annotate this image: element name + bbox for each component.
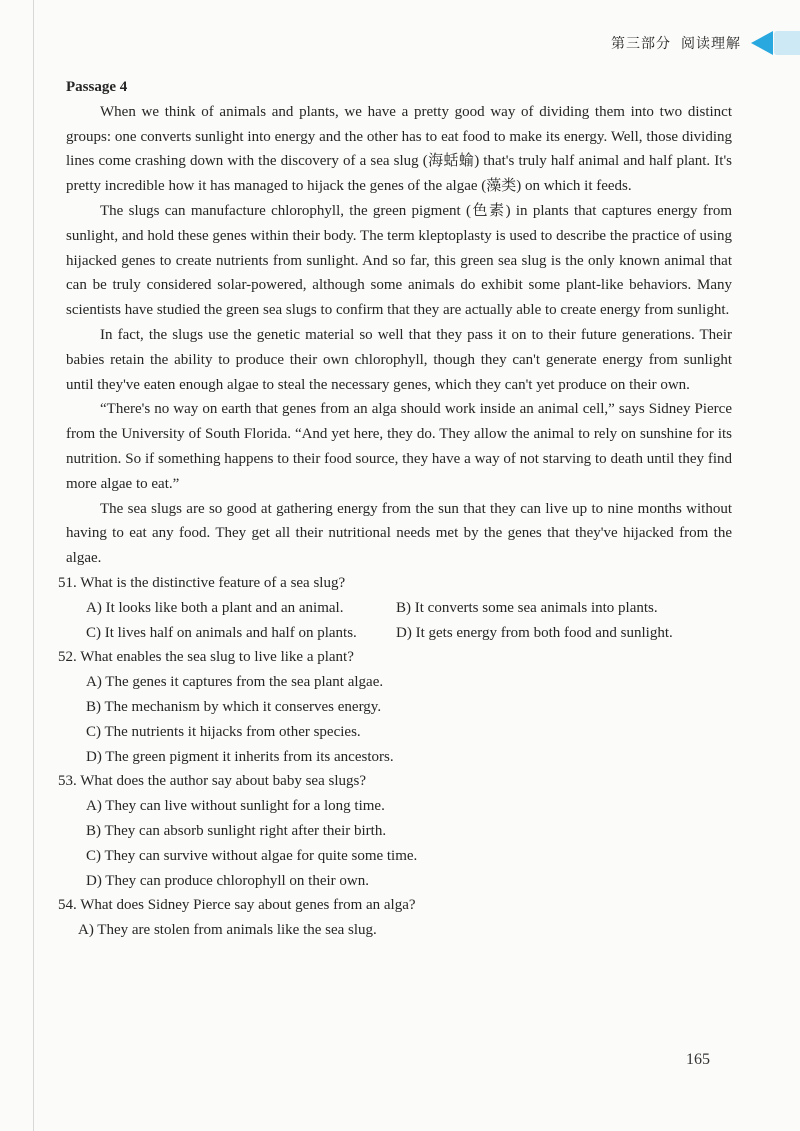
header-arrow-icon xyxy=(751,31,773,55)
option-51-b: B) It converts some sea animals into plants. xyxy=(396,599,658,616)
question-52: 52. What enables the sea slug to live like a plant? xyxy=(58,649,354,666)
passage-paragraph-1: When we think of animals and plants, we have a pretty good way of dividing them into two distinct groups: one converts sunlight into energy and the other has to eat food to make its energy. Well, those dividing lines come crashing down with the discovery of a sea slug (海蛞蝓) that's truly half animal and half plant. It's pretty incredible how it has managed to hijack the genes of the algae (藻类) on which it feeds. xyxy=(66,103,732,195)
header-tab-block xyxy=(774,31,800,55)
page-number: 165 xyxy=(686,1051,710,1068)
option-53-a: A) They can live without sunlight for a long time. xyxy=(86,798,385,815)
question-54: 54. What does Sidney Pierce say about genes from an alga? xyxy=(58,897,416,914)
page-content xyxy=(58,75,732,943)
question-51-options-row-2 xyxy=(66,621,732,646)
passage-paragraph-3: In fact, the slugs use the genetic material so well that they pass it on to their future generations. Their babies retain the ability to produce their own chlorophyll, though they can't generate energy from sunlight until they've eaten enough algae to steal the necessary genes, which they can't yet produce on their own. xyxy=(66,326,732,393)
passage-paragraph-2: The slugs can manufacture chlorophyll, the green pigment (色素) in plants that captures energy from sunlight, and hold these genes within their body. The term kleptoplasty is used to describe the practice of using hijacked genes to create nutrients from sunlight. And so far, this green sea slug is the only known animal that can be truly considered solar-powered, although some animals do exhibit some plant-like behaviors. Many scientists have studied the green sea slugs to confirm that they are actually able to create energy from sunlight. xyxy=(66,202,732,319)
option-52-b: B) The mechanism by which it conserves energy. xyxy=(86,698,382,715)
header-text xyxy=(611,33,741,53)
passage-paragraph-4: “There's no way on earth that genes from an alga should work inside an animal cell,” says Sidney Pierce from the University of South Florida. “And yet here, they do. They allow the animal to rely on sunshine for its nutrition. So if something happens to their food source, they have a way of not starving to death until they find more algae to eat.” xyxy=(66,401,732,492)
option-53-c: C) They can survive without algae for quite some time. xyxy=(86,847,418,864)
option-52-d: D) The green pigment it inherits from its ancestors. xyxy=(86,748,394,765)
page-header xyxy=(611,30,800,56)
header-section: 第三部分 xyxy=(611,36,671,52)
option-52-a: A) The genes it captures from the sea plant algae. xyxy=(86,674,384,691)
header-title: 阅读理解 xyxy=(681,36,741,52)
option-53-d: D) They can produce chlorophyll on their own. xyxy=(86,872,369,889)
passage-paragraph-5: The sea slugs are so good at gathering energy from the sun that they can live up to nine months without having to eat any food. They get all their nutritional needs met by the genes that they've hijacked from the algae. xyxy=(66,500,732,567)
margin-rule xyxy=(33,0,34,1131)
option-54-a: A) They are stolen from animals like the sea slug. xyxy=(78,922,377,939)
passage-title: Passage 4 xyxy=(66,79,128,95)
option-51-d: D) It gets energy from both food and sunlight. xyxy=(396,624,673,641)
question-51: 51. What is the distinctive feature of a sea slug? xyxy=(58,574,346,591)
option-52-c: C) The nutrients it hijacks from other species. xyxy=(86,723,361,740)
question-53: 53. What does the author say about baby sea slugs? xyxy=(58,773,366,790)
option-51-a: A) It looks like both a plant and an animal. xyxy=(86,599,344,616)
question-51-options-row-1 xyxy=(66,596,732,621)
option-51-c: C) It lives half on animals and half on plants. xyxy=(86,624,357,641)
option-53-b: B) They can absorb sunlight right after their birth. xyxy=(86,822,387,839)
